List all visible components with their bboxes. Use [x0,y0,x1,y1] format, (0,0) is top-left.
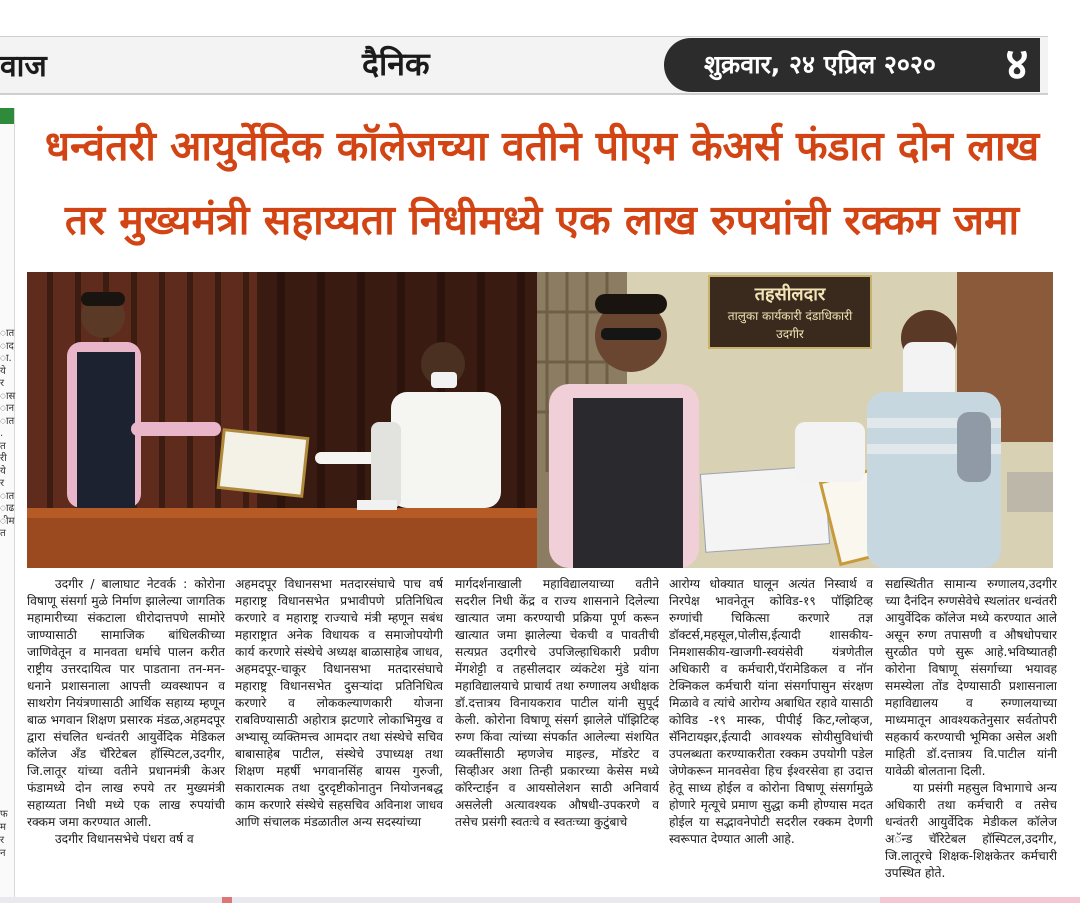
masthead-left-fragment: वाज [0,49,47,84]
bottom-edge-accent [222,897,232,903]
masthead-section-title: दैनिक [362,45,430,83]
page-number: ४ [1005,39,1029,90]
article-column-4 [669,576,873,898]
date-banner [664,38,1040,92]
article-paragraph: उदगीर / बालाघाट नेटवर्क : कोरोना विषाणू संसर्गा मुळे निर्माण झालेल्या जागतिक महामारीच्या संकटाला धीरोदात्तपणे सामोरे जाण्यासाठी सामाजिक बांधिलकीच्या जाणिवेतून व मानवता धर्माचे पालन करीत राष्ट्रीय उत्तरदायित्व पार पाडताना तन-मन-धनाने प्रशासनाला आपत्ती व्यवस्थापन व साथरोग नियंत्रणासाठी आर्थिक सहाय्य म्हणून बाळ भगवान शिक्षण प्रसारक मंडळ,अहमदपूर द्वारा संचलित धन्वंतरी आयुर्वेदिक मेडिकल कॉलेज अँड चॅरिटेबल हॉस्पिटल,उदगीर, जि.लातूर यांच्या वतीने प्रधानमंत्री केअर फंडामध्ये दोन लाख रुपये तर मुख्यमंत्री सहाय्यता निधी मध्ये एक लाख रुपयांची रक्कम जमा करण्यात आली. [27,577,225,829]
article-column-1 [27,576,225,898]
headline-line-1: धन्वंतरी आयुर्वेदिक कॉलेजच्या वतीने पीएम केअर्स फंडात दोन लाख [44,122,1040,170]
article-column-3 [455,576,659,898]
masthead [0,18,1080,100]
adjacent-column-strip [0,108,15,903]
photo-cheque-handover-office [27,272,537,568]
article-paragraph: मार्गदर्शनाखाली महाविद्यालयाच्या वतीने सदरील निधी केंद्र व राज्य शासनाने दिलेल्या खात्यात जमा करण्याची प्रक्रिया पूर्ण करून खात्यात जमा झालेल्या चेकची व पावतीची सत्यप्रत उदगीरचे उपजिल्हाधिकारी प्रवीण मेंगशेट्टी व तहसीलदार व्यंकटेश मुंडे यांना महाविद्यालयाचे प्राचार्य तथा रुग्णालय अधीक्षक डॉ.दत्तात्रय विनायकराव पाटील यांनी सुपूर्द केली. कोरोना विषाणू संसर्ग झालेले पॉझिटिव्ह रुग्ण किंवा त्यांच्या संपर्कात आलेल्या संशयित व्यक्तींसाठी म्हणजेच माइल्ड, मॉडरेट व सिव्हीअर अशा तिन्ही प्रकारच्या केसेस मध्ये कॉरेन्टाईन व आयसोलेशन साठी अनिवार्य असलेली अत्यावश्यक औषधी-उपकरणे व तसेच प्रसंगी स्वतःचे व स्वतःच्या कुटुंबाचे [455,577,659,829]
sign-line-3: उदगीर [776,327,804,341]
date-text: शुक्रवार, २४ एप्रिल २०२० [704,50,936,79]
photo-office-scene [27,272,537,568]
adjacent-column-text-upper: ात ाद ा. ये र ास ान ात . त री ये र ात ाढ ीम त [0,328,16,539]
adjacent-column-text-lower: फ म र न [0,809,8,859]
article-paragraph: या प्रसंगी महसुल विभागाचे अन्य अधिकारी तथा कर्मचारी व तसेच धन्वंतरी आयुर्वेदिक मेडीकल कॉलेज अॅन्ड चॅरिटेबल हॉस्पिटल,उदगीर, जि.लातूरचे शिक्षक-शिक्षकेतर कर्मचारी उपस्थित होते. [885,781,1057,880]
photo-tehsil-scene [537,272,1053,568]
sign-line-1: तहसीलदार [754,284,826,305]
article-column-2 [235,576,443,898]
article-paragraph: उदगीर विधानसभेचे पंधरा वर्ष व [55,832,194,846]
adjacent-column-accent [0,108,14,124]
article-paragraph: आरोग्य धोक्यात घालून अत्यंत निस्वार्थ व निरपेक्ष भावनेतून कोविड-१९ पॉझिटिव्ह रुग्णांची चिकित्सा करणारे तज्ञ डॉक्टर्स,महसूल,पोलीस,ईत्यादी शासकीय-निमशासकीय-खाजगी-स्वयंसेवी यंत्रणेतील अधिकारी व कर्मचारी,पॅरामेडिकल व नॉन टेक्निकल कर्मचारी यांना संसर्गापासुन संरक्षण मिळावे व त्यांचे आरोग्य अबाधित रहावे यासाठी कोविड -१९ मास्क, पीपीई किट,ग्लोव्हज, सॅनिटायझर,ईत्यादी आवश्यक सोयीसुविधांची उपलब्धता करण्याकरीता रक्कम उपयोगी पडेल जेणेकरून मानवसेवा हिच ईश्वरसेवा हा उदात्त हेतू साध्य होईल व कोरोना विषाणू संसर्गामुळे होणारे मृत्यूचे प्रमाण सुद्धा कमी होण्यास मदत होईल या सद्भावनेपोटी सदरील रक्कम देणगी स्वरूपात देण्यात आली आहे. [669,577,873,846]
bottom-edge-panel [880,897,1080,903]
article-body [27,576,1057,898]
bottom-edge-strip [0,897,1080,903]
article-column-5 [885,576,1057,898]
headline-line-2: तर मुख्यमंत्री सहाय्यता निधीमध्ये एक लाख रुपयांची रक्कम जमा [64,196,1020,244]
article-paragraph: अहमदपूर विधानसभा मतदारसंघाचे पाच वर्ष महाराष्ट्र विधानसभेत प्रभावीपणे प्रतिनिधित्व करणारे व महाराष्ट्र राज्याचे मंत्री म्हणून सबंध महाराष्ट्रात अनेक विधायक व समाजोपयोगी कार्य करणारे संस्थेचे अध्यक्ष बाळासाहेब जाधव, अहमदपूर-चाकूर विधानसभा मतदारसंघाचे महाराष्ट्र विधानसभेत दुसऱ्यांदा प्रतिनिधित्व करणारे व लोककल्याणकारी योजना राबविण्यासाठी अहोरात्र झटणारे लोकाभिमुख व अभ्यासू व्यक्तिमत्त्व आमदार तथा संस्थेचे सचिव बाबासाहेब पाटील, संस्थेचे उपाध्यक्ष तथा शिक्षण महर्षी भगवानसिंह बायस गुरुजी, सकारात्मक तथा दुरदृष्टीकोनातुन नियोजनबद्ध काम करणारे संस्थेचे सहसचिव अविनाश जाधव आणि संचालक मंडळातील अन्य सदस्यांच्या [235,577,443,829]
photo-cheque-handover-tehsil [537,272,1053,568]
article-paragraph: सद्यस्थितीत सामान्य रुग्णालय,उदगीर च्या दैनंदिन रुग्णसेवेचे स्थलांतर धन्वंतरी आयुर्वेदिक कॉलेज मध्ये करण्यात आले असून रुग्ण तपासणी व औषधोपचार सुरळीत पणे सुरू आहे.भविष्यातही कोरोना विषाणू संसर्गाच्या भयावह समस्येला तोंड देण्यासाठी प्रशासनाला महाविद्यालय व रुग्णालयाच्या माध्यमातून आवश्यकतेनुसार सर्वतोपरी सहकार्य करण्याची भूमिका असेल अशी माहिती डॉ.दत्तात्रय वि.पाटील यांनी यावेळी बोलताना दिली. [885,577,1057,778]
sign-line-2: तालुका कार्यकारी दंडाधिकारी [727,309,853,323]
